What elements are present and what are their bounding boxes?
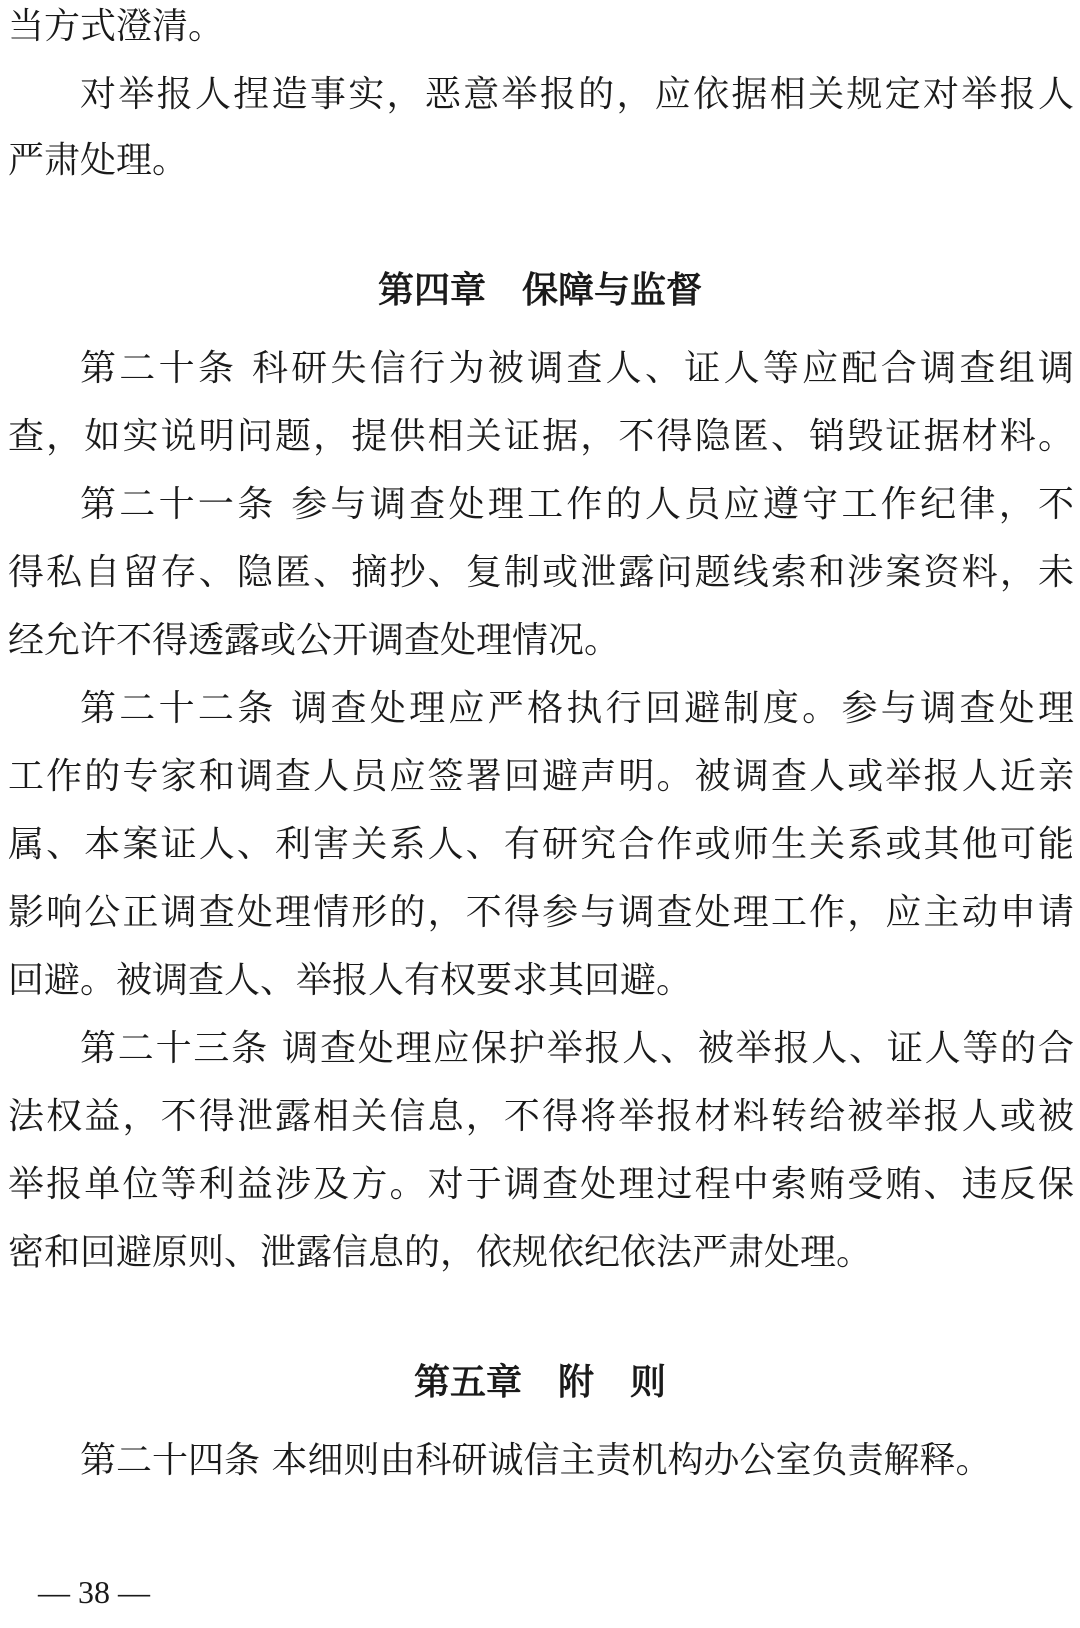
- body-line-3: 严肃处理。: [8, 140, 189, 181]
- body-line-5: 查，如实说明问题，提供相关证据，不得隐匿、销毁证据材料。: [8, 416, 1074, 457]
- body-line-8: 经允许不得透露或公开调查处理情况。: [8, 620, 621, 661]
- body-line-6: 第二十一条 参与调查处理工作的人员应遵守工作纪律，不: [80, 484, 1074, 525]
- chapter-5-heading: 第五章 附 则: [413, 1362, 666, 1403]
- chapter-4-heading: 第四章 保障与监督: [377, 270, 702, 311]
- body-line-7: 得私自留存、隐匿、摘抄、复制或泄露问题线索和涉案资料，未: [8, 552, 1074, 593]
- body-line-2: 对举报人捏造事实，恶意举报的，应依据相关规定对举报人: [80, 74, 1074, 115]
- body-line-12: 影响公正调查处理情形的，不得参与调查处理工作，应主动申请: [8, 892, 1074, 933]
- body-line-14: 第二十三条 调查处理应保护举报人、被举报人、证人等的合: [80, 1028, 1074, 1069]
- body-line-9: 第二十二条 调查处理应严格执行回避制度。参与调查处理: [80, 688, 1074, 729]
- body-line-11: 属、本案证人、利害关系人、有研究合作或师生关系或其他可能: [8, 824, 1074, 865]
- body-line-15: 法权益，不得泄露相关信息，不得将举报材料转给被举报人或被: [8, 1096, 1074, 1137]
- body-line-17: 密和回避原则、泄露信息的，依规依纪依法严肃处理。: [8, 1232, 873, 1273]
- body-line-16: 举报单位等利益涉及方。对于调查处理过程中索贿受贿、违反保: [8, 1164, 1074, 1205]
- body-line-18: 第二十四条 本细则由科研诚信主责机构办公室负责解释。: [80, 1440, 992, 1481]
- body-line-1: 当方式澄清。: [8, 6, 225, 47]
- page-number: — 38 —: [38, 1574, 150, 1610]
- body-line-10: 工作的专家和调查人员应签署回避声明。被调查人或举报人近亲: [8, 756, 1074, 797]
- body-line-4: 第二十条 科研失信行为被调查人、证人等应配合调查组调: [80, 348, 1074, 389]
- body-line-13: 回避。被调查人、举报人有权要求其回避。: [8, 960, 693, 1001]
